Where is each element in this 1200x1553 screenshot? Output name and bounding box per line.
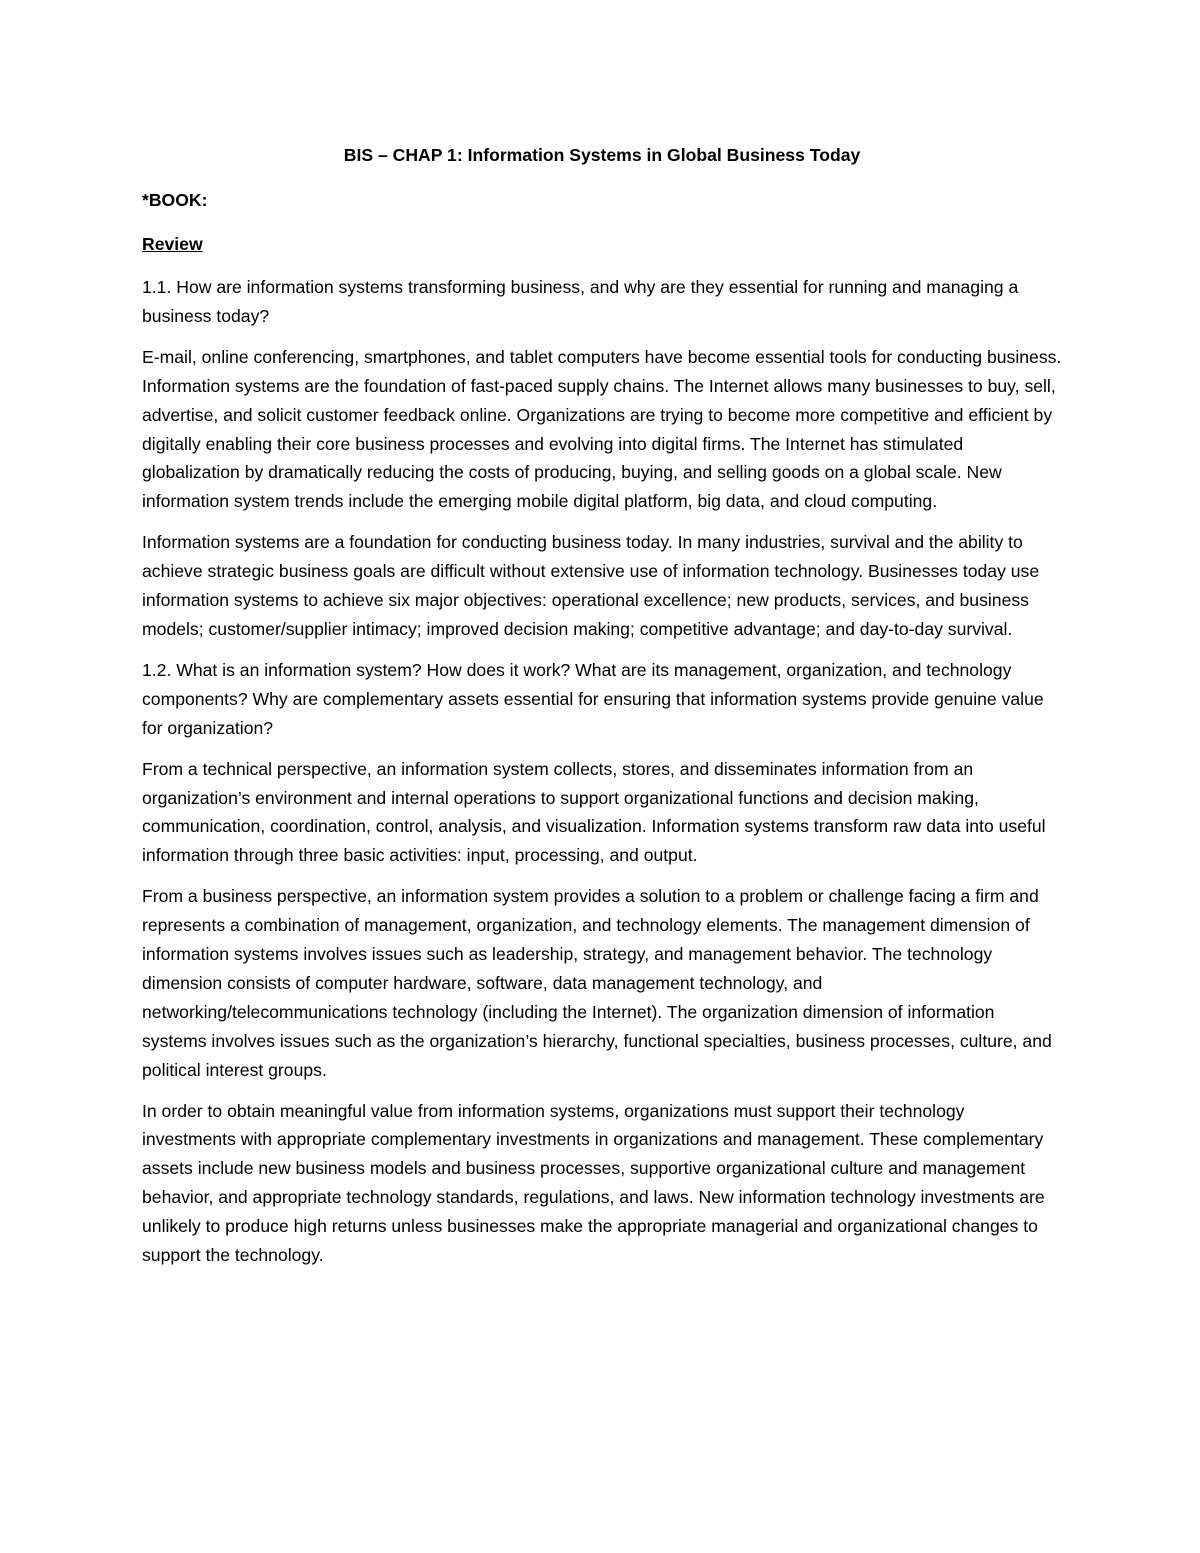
document-title: BIS – CHAP 1: Information Systems in Global Business Today	[343, 145, 861, 165]
answer-1-2-paragraph-2: From a business perspective, an information system provides a solution to a problem or challenge facing a firm and represents a combination of management, organization, and technology elements. The management dimension of information systems involves issues such as leadership, strategy, and management behavior. The technology dimension consists of computer hardware, software, data management technology, and networking/telecommunications technology (including the Internet). The organization dimension of information systems involves issues such as the organization’s hierarchy, functional specialties, business processes, culture, and political interest groups.	[142, 886, 1052, 1080]
question-1-1: 1.1. How are information systems transforming business, and why are they essential for running and managing a business today?	[142, 277, 1019, 326]
document-body	[142, 140, 1062, 1282]
answer-1-1-paragraph-2: Information systems are a foundation for conducting business today. In many industries, survival and the ability to achieve strategic business goals are difficult without extensive use of information technology. Businesses today use information systems to achieve six major objectives: operational excellence; new products, services, and business models; customer/supplier intimacy; improved decision making; competitive advantage; and day-to-day survival.	[142, 532, 1040, 639]
question-1-2: 1.2. What is an information system? How does it work? What are its management, organization, and technology components? Why are complementary assets essential for ensuring that information systems provide genuine value for organization?	[142, 659, 1044, 738]
section-heading-review: Review	[142, 234, 203, 254]
answer-1-2-paragraph-1: From a technical perspective, an information system collects, stores, and disseminates information from an organization’s environment and internal operations to support organizational functions and decision making, communication, coordination, control, analysis, and visualization. Information systems transform raw data into useful information through three basic activities: input, processing, and output.	[142, 758, 1046, 866]
answer-1-2-paragraph-3: In order to obtain meaningful value from information systems, organizations must support their technology investments with appropriate complementary investments in organizations and management. These complementary assets include new business models and business processes, supportive organizational culture and management behavior, and appropriate technology standards, regulations, and laws. New information technology investments are unlikely to produce high returns unless businesses make the appropriate managerial and organizational changes to support the technology.	[142, 1100, 1045, 1266]
book-label: *BOOK:	[142, 190, 208, 210]
answer-1-1-paragraph-1: E-mail, online conferencing, smartphones, and tablet computers have become essential tools for conducting business. Information systems are the foundation of fast-paced supply chains. The Internet allows many businesses to buy, sell, advertise, and solicit customer feedback online. Organizations are trying to become more competitive and efficient by digitally enabling their core business processes and evolving into digital firms. The Internet has stimulated globalization by dramatically reducing the costs of producing, buying, and selling goods on a global scale. New information system trends include the emerging mobile digital platform, big data, and cloud computing.	[142, 346, 1062, 512]
